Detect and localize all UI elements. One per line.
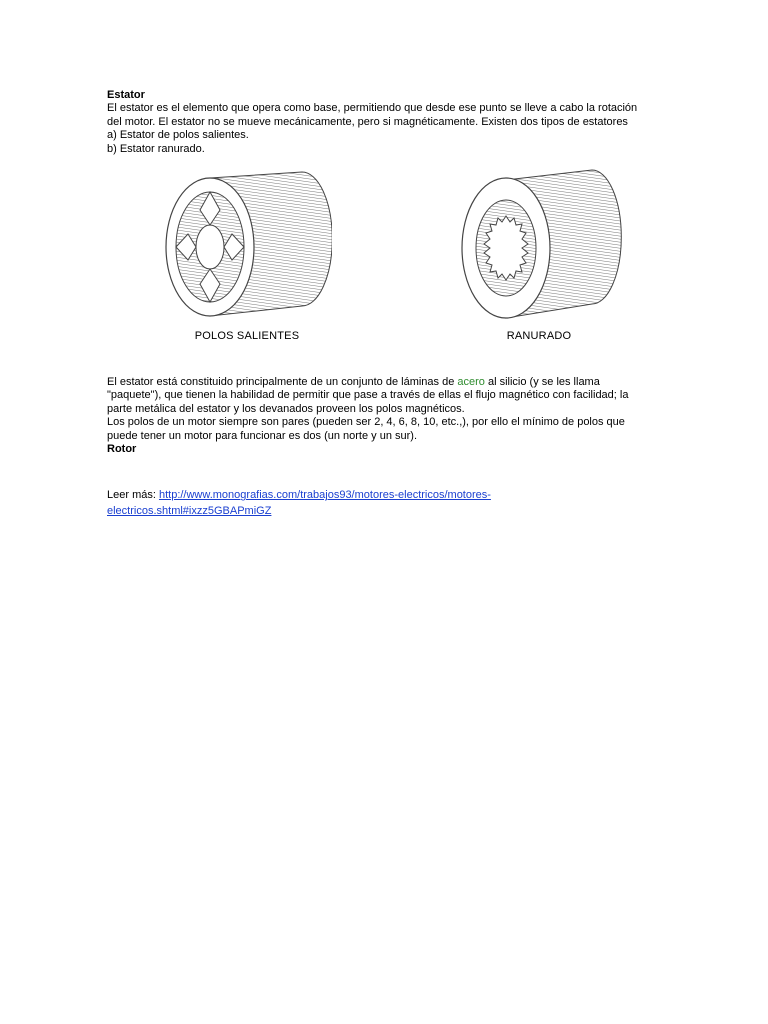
figure-left-caption: POLOS SALIENTES: [194, 330, 300, 343]
paragraph-3-line-2: puede tener un motor para funcionar es dos (un norte y un sur).: [107, 429, 418, 442]
paragraph-3-line-1: Los polos de un motor siempre son pares (pueden ser 2, 4, 6, 8, 10, etc.,), por ello el mínimo de polos que: [107, 416, 625, 429]
paragraph-2-text: El estator está constituido principalmente de un conjunto de láminas de: [107, 376, 458, 389]
document-body: [107, 89, 667, 519]
list-item-b: b) Estator ranurado.: [107, 142, 205, 155]
slot-teeth: [484, 216, 528, 280]
paragraph-2-line-3: parte metálica del estator y los devanados proveen los polos magnéticos.: [107, 402, 465, 415]
stator-figures: [107, 158, 667, 376]
figure-salient-poles: [127, 158, 367, 343]
read-more-link[interactable]: http://www.monografias.com/trabajos93/motores-electricos/motores-: [158, 489, 491, 502]
list-item-a: a) Estator de polos salientes.: [107, 129, 249, 142]
paragraph-2-line-1: [107, 376, 667, 389]
paragraph-1-line-1: El estator es el elemento que opera como base, permitiendo que desde ese punto se lleve a cabo la rotación: [107, 102, 638, 115]
figure-slotted: [419, 158, 659, 343]
read-more-line-2: [107, 503, 667, 519]
figure-right-caption: RANURADO: [506, 330, 572, 343]
read-more-block: [107, 487, 667, 519]
read-more-link-continued[interactable]: electricos.shtml#ixzz5GBAPmiGZ: [107, 505, 272, 518]
paragraph-2-text-end: al silicio (y se les llama: [484, 376, 600, 389]
paragraph-2-line-2: "paquete"), que tienen la habilidad de permitir que pase a través de ellas el flujo magnético con facilidad; la: [107, 389, 629, 402]
paragraph-1-line-2: del motor. El estator no se mueve mecánicamente, pero si magnéticamente. Existen dos tipos de estatores: [107, 115, 628, 128]
read-more-label: Leer más:: [107, 489, 159, 502]
section-title-rotor: Rotor: [107, 443, 137, 456]
salient-pole-stator-illustration: [162, 158, 332, 328]
acero-link[interactable]: acero: [457, 376, 485, 389]
section-title-estator: Estator: [107, 89, 145, 101]
slotted-stator-illustration: [454, 158, 624, 328]
read-more-line-1: [107, 487, 667, 503]
